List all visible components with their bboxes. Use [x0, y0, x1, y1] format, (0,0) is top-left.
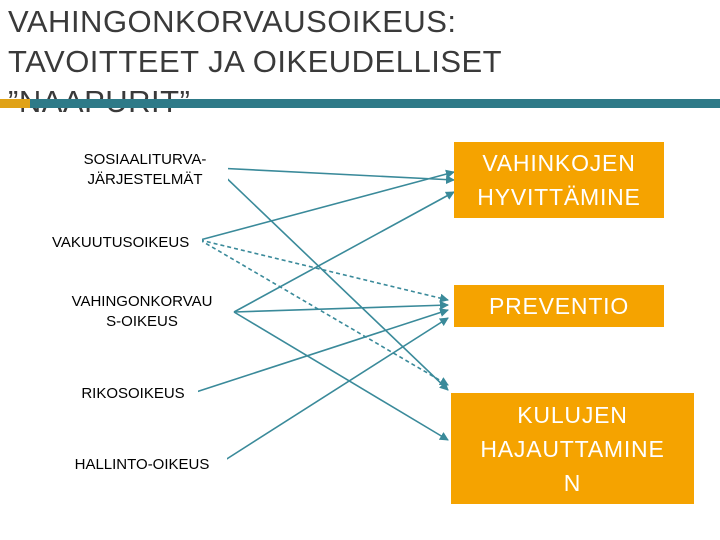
goal-kulujen-hajauttaminen: KULUJEN HAJAUTTAMINE N [451, 393, 694, 504]
source-sosiaaliturva: SOSIAALITURVA- JÄRJESTELMÄT [62, 150, 228, 190]
goal-preventio: PREVENTIO [454, 285, 664, 327]
source-vakuutusoikeus: VAKUUTUSOIKEUS [52, 233, 202, 253]
source-rikosoikeus: RIKOSOIKEUS [68, 384, 198, 404]
arrow-sosiaaliturva-to-hyvittaminen [216, 168, 454, 180]
arrow-hallinto-to-preventio [222, 318, 448, 462]
arrow-sosiaaliturva-to-kulujen [216, 168, 448, 390]
arrow-vakuutus-to-preventio [200, 240, 448, 300]
slide-title: VAHINGONKORVAUSOIKEUS: TAVOITTEET JA OIKEUDELLISET [8, 4, 503, 79]
arrow-vahingonkorvaus-to-kulujen [234, 312, 448, 440]
arrow-vakuutus-to-hyvittaminen [200, 172, 454, 240]
source-vahingonkorvausoikeus: VAHINGONKORVAU S-OIKEUS [52, 292, 232, 332]
source-hallinto-oikeus: HALLINTO-OIKEUS [57, 455, 227, 475]
goal-vahinkojen-hyvittaminen: VAHINKOJEN HYVITTÄMINE [454, 142, 664, 218]
arrow-rikos-to-preventio [196, 310, 448, 392]
arrow-vahingonkorvaus-to-preventio [234, 305, 448, 312]
